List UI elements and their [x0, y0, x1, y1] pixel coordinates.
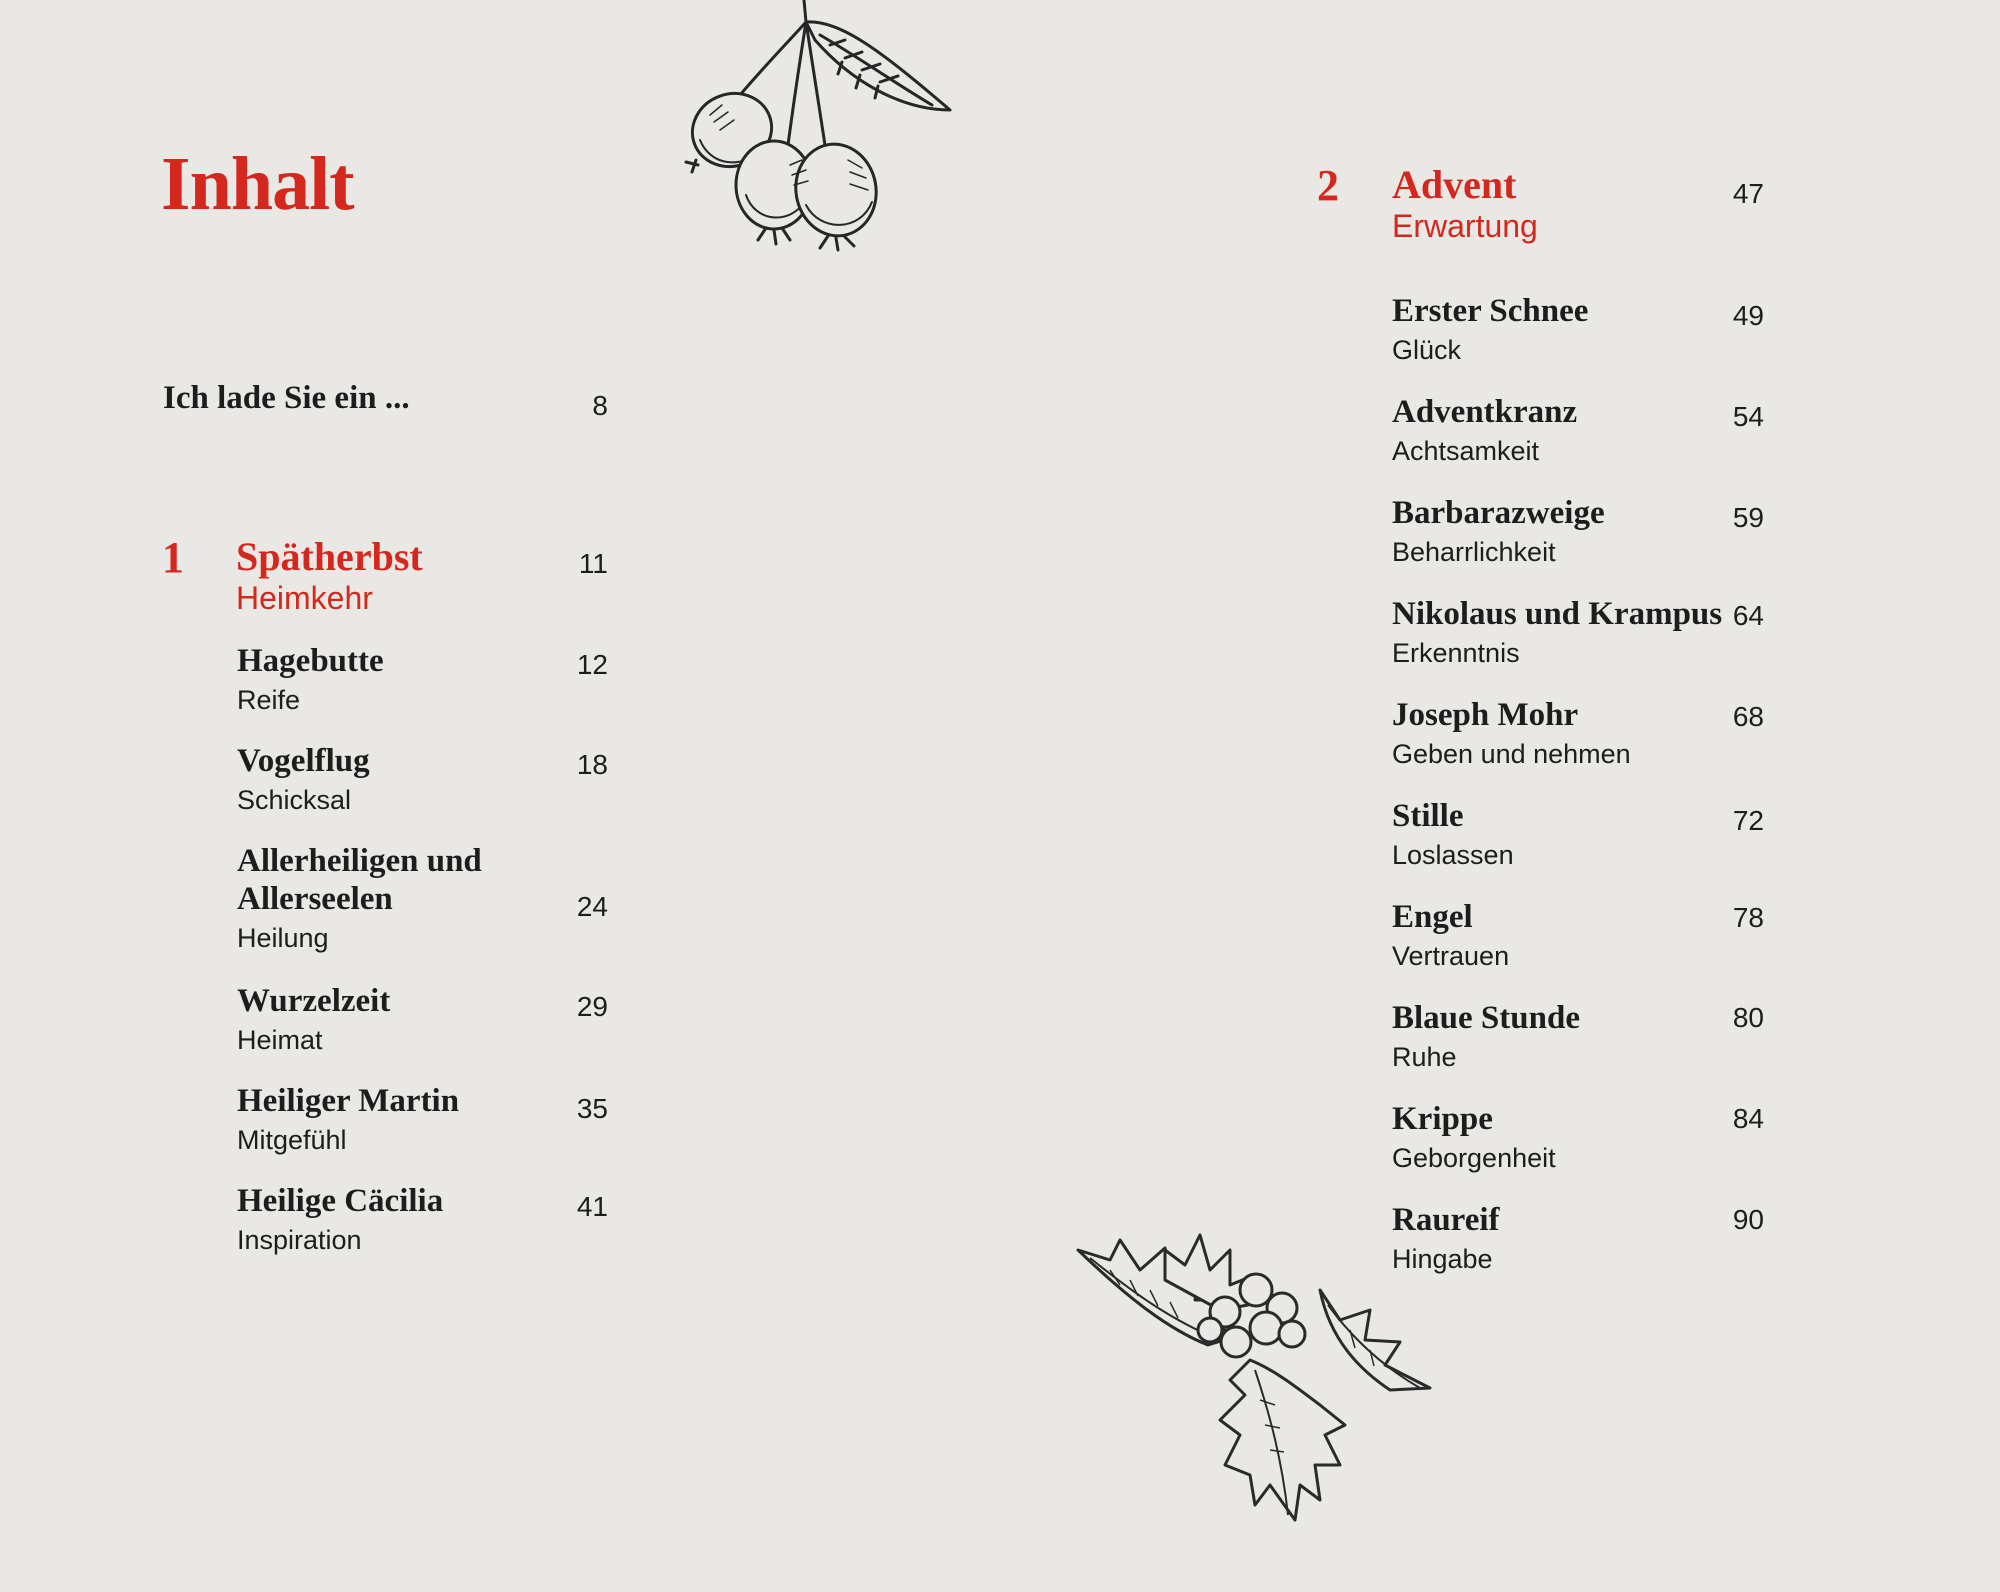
- entry-page: 59: [1732, 502, 1764, 533]
- entry-subtitle: Geben und nehmen: [1392, 739, 1631, 769]
- holly-icon: [1070, 1230, 1450, 1530]
- entry-page: 90: [1732, 1204, 1764, 1235]
- entry-subtitle: Hingabe: [1392, 1244, 1493, 1274]
- section-number: 1: [162, 533, 184, 582]
- entry-title: Wurzelzeit: [237, 983, 391, 1019]
- toc-entry[interactable]: [1392, 898, 1509, 972]
- entry-subtitle: Achtsamkeit: [1392, 436, 1540, 466]
- entry-title: Engel: [1392, 899, 1473, 935]
- entry-page: 64: [1732, 600, 1764, 631]
- section-page: 11: [578, 548, 608, 579]
- entry-page: 24: [576, 891, 608, 922]
- section-subtitle: Heimkehr: [236, 580, 373, 616]
- entry-subtitle: Mitgefühl: [237, 1125, 347, 1155]
- entry-title: Adventkranz: [1392, 394, 1578, 430]
- entry-page: 49: [1732, 300, 1764, 331]
- entry-page: 12: [576, 649, 608, 680]
- entry-page: 68: [1732, 701, 1764, 732]
- rosehip-icon: [670, 0, 960, 260]
- entry-subtitle: Inspiration: [237, 1225, 362, 1255]
- entry-page: 72: [1732, 805, 1764, 836]
- entry-title: Barbarazweige: [1392, 495, 1605, 531]
- toc-intro-page: 8: [592, 390, 608, 421]
- toc-entry[interactable]: [1392, 595, 1722, 669]
- entry-title: Blaue Stunde: [1392, 1000, 1580, 1036]
- entry-title: Stille: [1392, 798, 1464, 834]
- entry-subtitle: Loslassen: [1392, 840, 1514, 870]
- section-subtitle: Erwartung: [1392, 208, 1538, 244]
- section-title[interactable]: Spätherbst: [236, 534, 423, 579]
- entry-subtitle: Heilung: [237, 923, 329, 953]
- section-page: 47: [1732, 178, 1764, 209]
- toc-intro-title[interactable]: Ich lade Sie ein ...: [163, 380, 410, 416]
- entry-subtitle: Vertrauen: [1392, 941, 1510, 971]
- entry-title: Heiliger Martin: [237, 1083, 460, 1119]
- entry-page: 54: [1732, 401, 1764, 432]
- toc-entry[interactable]: [1392, 999, 1580, 1073]
- entry-title: Hagebutte: [237, 643, 384, 679]
- entry-subtitle: Beharrlichkeit: [1392, 537, 1556, 567]
- toc-entry[interactable]: [237, 842, 487, 954]
- entry-subtitle: Heimat: [237, 1025, 323, 1055]
- toc-entry[interactable]: [1392, 292, 1588, 366]
- entry-page: 29: [576, 991, 608, 1022]
- entry-title: Raureif: [1392, 1202, 1500, 1238]
- toc-entry[interactable]: [237, 1082, 459, 1156]
- toc-entry[interactable]: [1392, 494, 1605, 568]
- entry-subtitle: Ruhe: [1392, 1042, 1457, 1072]
- entry-subtitle: Reife: [237, 685, 301, 715]
- entry-title: Krippe: [1392, 1101, 1493, 1137]
- entry-page: 84: [1732, 1103, 1764, 1134]
- entry-subtitle: Erkenntnis: [1392, 638, 1520, 668]
- entry-title: Allerheiligen und Allerseelen: [237, 843, 482, 917]
- entry-page: 80: [1732, 1002, 1764, 1033]
- toc-entry[interactable]: [1392, 696, 1631, 770]
- entry-subtitle: Glück: [1392, 335, 1462, 365]
- entry-title: Nikolaus und Krampus: [1392, 596, 1723, 632]
- section-number: 2: [1317, 161, 1339, 210]
- entry-subtitle: Schicksal: [237, 785, 352, 815]
- toc-entry[interactable]: [237, 642, 384, 716]
- page-title: Inhalt: [161, 142, 354, 226]
- entry-page: 78: [1732, 902, 1764, 933]
- entry-title: Erster Schnee: [1392, 293, 1589, 329]
- entry-page: 18: [576, 749, 608, 780]
- toc-entry[interactable]: [237, 982, 390, 1056]
- toc-entry[interactable]: [237, 742, 370, 816]
- toc-entry[interactable]: [1392, 1100, 1556, 1174]
- toc-entry[interactable]: [1392, 797, 1514, 871]
- entry-title: Vogelflug: [237, 743, 370, 779]
- entry-page: 35: [576, 1093, 608, 1124]
- entry-page: 41: [576, 1191, 608, 1222]
- entry-subtitle: Geborgenheit: [1392, 1143, 1556, 1173]
- entry-title: Heilige Cäcilia: [237, 1183, 444, 1219]
- section-title[interactable]: Advent: [1392, 162, 1517, 207]
- entry-title: Joseph Mohr: [1392, 697, 1579, 733]
- toc-entry[interactable]: [237, 1182, 443, 1256]
- toc-entry[interactable]: [1392, 393, 1577, 467]
